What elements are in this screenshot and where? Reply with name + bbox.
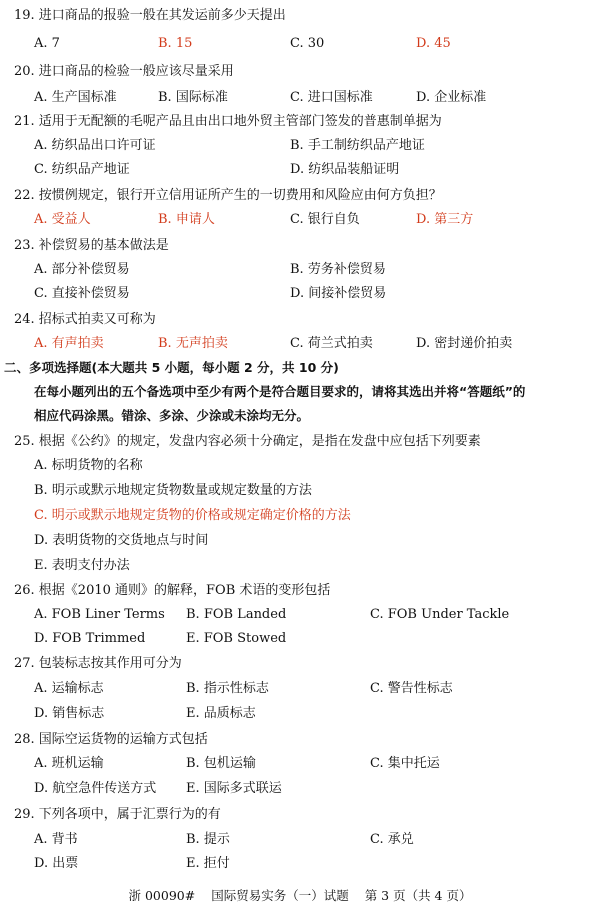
option-b: B. 15: [158, 36, 193, 51]
option-d: D. 企业标准: [416, 90, 487, 105]
option-b: B. 国际标准: [158, 90, 228, 105]
option-c: C. 进口国标准: [290, 90, 373, 105]
question-24-options: [0, 334, 600, 354]
option-d: D. 第三方: [416, 212, 474, 227]
question-29-options-row1: [0, 830, 600, 850]
option-a: A. 纺织品出口许可证: [34, 138, 156, 153]
option-a: A. 运输标志: [34, 681, 104, 696]
option-d: D. 航空急件传送方式: [34, 781, 157, 796]
option-a: A. 生产国标准: [34, 90, 117, 105]
question-19-options: [0, 34, 600, 54]
question-20-options: [0, 88, 600, 108]
page-number: 第 3 页（共 4 页）: [364, 888, 472, 903]
question-25-option-c: C. 明示或默示地规定货物的价格或规定确定价格的方法: [34, 508, 351, 523]
option-b: B. 提示: [186, 832, 230, 847]
option-d: D. 纺织品装船证明: [290, 162, 400, 177]
option-b: B. 包机运输: [186, 756, 256, 771]
question-22: 22. 按惯例规定，银行开立信用证所产生的一切费用和风险应由何方负担？: [14, 188, 442, 203]
question-21-options-row1: [0, 136, 600, 156]
question-23-options-row2: [0, 284, 600, 304]
section-2-title: 二、多项选择题(本大题共 5 小题，每小题 2 分，共 10 分): [4, 360, 339, 375]
option-a: A. 有声拍卖: [34, 336, 104, 351]
option-b: B. 劳务补偿贸易: [290, 262, 386, 277]
option-c: C. 30: [290, 36, 325, 51]
option-c: C. FOB Under Tackle: [370, 607, 510, 622]
question-25-option-e: E. 表明支付办法: [34, 558, 130, 573]
question-27: 27. 包装标志按其作用可分为: [14, 656, 182, 671]
option-d: D. 密封递价拍卖: [416, 336, 513, 351]
option-d: D. 间接补偿贸易: [290, 286, 387, 301]
option-b: B. 申请人: [158, 212, 215, 227]
option-a: A. FOB Liner Terms: [34, 607, 165, 622]
question-28-options-row1: [0, 754, 600, 774]
question-28: 28. 国际空运货物的运输方式包括: [14, 732, 208, 747]
option-c: C. 警告性标志: [370, 681, 453, 696]
question-23: 23. 补偿贸易的基本做法是: [14, 238, 169, 253]
question-20: 20. 进口商品的检验一般应该尽量采用: [14, 64, 234, 79]
option-e: E. 拒付: [186, 856, 230, 871]
option-a: A. 背书: [34, 832, 78, 847]
question-21: 21. 适用于无配额的毛呢产品且由出口地外贸主管部门签发的普惠制单据为: [14, 114, 442, 129]
option-d: D. 出票: [34, 856, 79, 871]
option-c: C. 纺织品产地证: [34, 162, 130, 177]
option-b: B. 指示性标志: [186, 681, 269, 696]
option-c: C. 集中托运: [370, 756, 440, 771]
option-b: B. FOB Landed: [186, 607, 287, 622]
question-24: 24. 招标式拍卖又可称为: [14, 312, 156, 327]
option-c: C. 银行自负: [290, 212, 360, 227]
option-c: C. 直接补偿贸易: [34, 286, 130, 301]
question-21-options-row2: [0, 160, 600, 180]
option-e: E. 国际多式联运: [186, 781, 282, 796]
question-27-options-row2: [0, 704, 600, 724]
option-c: C. 承兑: [370, 832, 414, 847]
option-a: A. 班机运输: [34, 756, 104, 771]
option-d: D. FOB Trimmed: [34, 631, 146, 646]
option-e: E. FOB Stowed: [186, 631, 287, 646]
option-d: D. 销售标志: [34, 706, 105, 721]
question-29-options-row2: [0, 854, 600, 874]
option-b: B. 无声拍卖: [158, 336, 228, 351]
question-26-options-row2: [0, 629, 600, 649]
question-23-options-row1: [0, 260, 600, 280]
option-d: D. 45: [416, 36, 451, 51]
question-28-options-row2: [0, 779, 600, 799]
question-25: 25. 根据《公约》的规定，发盘内容必须十分确定，是指在发盘中应包括下列要素: [14, 434, 481, 449]
question-26-options-row1: [0, 605, 600, 625]
option-c: C. 荷兰式拍卖: [290, 336, 373, 351]
question-25-option-b: B. 明示或默示地规定货物数量或规定数量的方法: [34, 483, 312, 498]
question-25-option-a: A. 标明货物的名称: [34, 458, 143, 473]
option-a: A. 受益人: [34, 212, 91, 227]
section-2-instructions-1: 在每小题列出的五个备选项中至少有两个是符合题目要求的，请将其选出并将“答题纸”的: [34, 384, 526, 399]
option-b: B. 手工制纺织品产地证: [290, 138, 425, 153]
question-19: 19. 进口商品的报验一般在其发运前多少天提出: [14, 8, 286, 23]
question-25-option-d: D. 表明货物的交货地点与时间: [34, 533, 209, 548]
page-footer: [0, 886, 600, 904]
exam-code: 浙 00090#: [128, 888, 196, 903]
option-a: A. 部分补偿贸易: [34, 262, 130, 277]
option-a: A. 7: [34, 36, 60, 51]
section-2-instructions-2: 相应代码涂黑。错涂、多涂、少涂或未涂均无分。: [34, 408, 310, 423]
question-22-options: [0, 210, 600, 230]
question-27-options-row1: [0, 679, 600, 699]
exam-title: 国际贸易实务（一）试题: [211, 888, 349, 903]
option-e: E. 品质标志: [186, 706, 256, 721]
question-29: 29. 下列各项中，属于汇票行为的有: [14, 807, 221, 822]
question-26: 26. 根据《2010 通则》的解释，FOB 术语的变形包括: [14, 583, 331, 598]
